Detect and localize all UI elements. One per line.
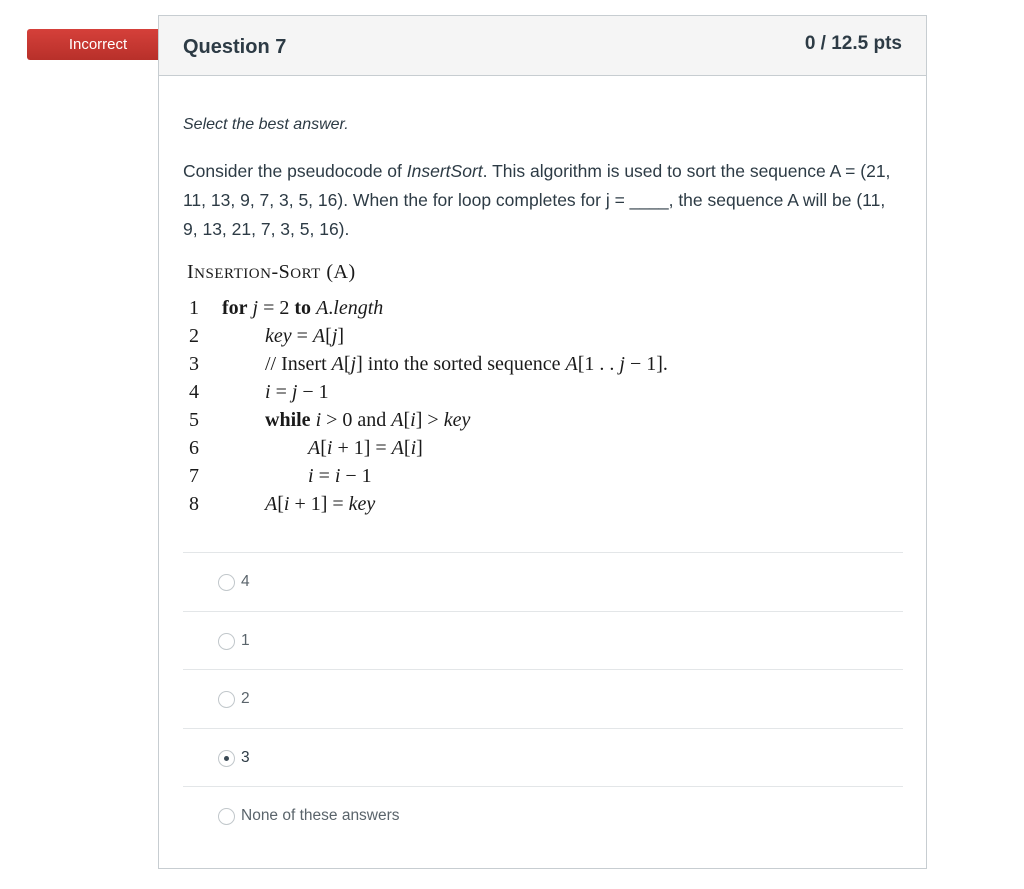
radio-button[interactable] [218,808,235,825]
pseudocode-title: INSERTION-SORT (A) [187,261,356,283]
pseudocode-block [187,261,827,518]
line-code: i = i − 1 [308,465,372,487]
question-card [158,15,927,869]
answer-label: None of these answers [241,807,400,824]
pseudocode-line [187,294,827,322]
line-code: key = A[j] [265,325,345,347]
line-code: for j = 2 to A.length [222,297,384,319]
answer-option[interactable] [183,786,903,845]
pseudocode-line [187,350,827,378]
pseudocode-line [187,490,827,518]
answer-label: 3 [241,748,250,766]
line-number: 7 [189,465,199,487]
radio-button[interactable] [218,633,235,650]
line-code: A[i + 1] = key [265,493,376,515]
answer-option[interactable] [183,669,903,728]
answer-list [183,552,903,845]
question-instruction: Select the best answer. [183,116,349,133]
question-points: 0 / 12.5 pts [804,33,902,54]
incorrect-flag: Incorrect [27,29,169,60]
answer-option[interactable] [183,552,903,611]
pseudocode-line [187,378,827,406]
line-number: 3 [189,353,199,375]
line-number: 5 [189,409,199,431]
line-code: i = j − 1 [265,381,329,403]
answer-label: 1 [241,631,250,649]
line-code: A[i + 1] = A[i] [308,437,423,459]
line-number: 8 [189,493,199,515]
line-code: while i > 0 and A[i] > key [265,409,471,431]
question-text: Consider the pseudocode of InsertSort. This algorithm is used to sort the sequence A = (21, 11, 13, 9, 7, 3, 5, 16). When the for loop completes for j = ____, the sequence A will be (11, 9, 13, 21, 7, 3, 5, 16). [183,161,891,239]
radio-button[interactable] [218,691,235,708]
pseudocode-line [187,434,827,462]
radio-button[interactable] [218,574,235,591]
line-number: 6 [189,437,199,459]
line-number: 1 [189,297,199,319]
line-code: // Insert A[j] into the sorted sequence A[1 . . j − 1]. [265,353,668,375]
line-number: 2 [189,325,199,347]
pseudocode-line [187,322,827,350]
answer-option-selected[interactable] [183,728,903,787]
answer-label: 2 [241,690,250,707]
question-header [159,16,926,76]
pseudocode-line [187,406,827,434]
radio-button-selected[interactable] [218,750,235,767]
answer-option[interactable] [183,611,903,670]
question-title: Question 7 [183,36,287,58]
algorithm-name: InsertSort [406,161,483,181]
pseudocode-line [187,462,827,490]
answer-label: 4 [241,573,250,590]
line-number: 4 [189,381,199,403]
